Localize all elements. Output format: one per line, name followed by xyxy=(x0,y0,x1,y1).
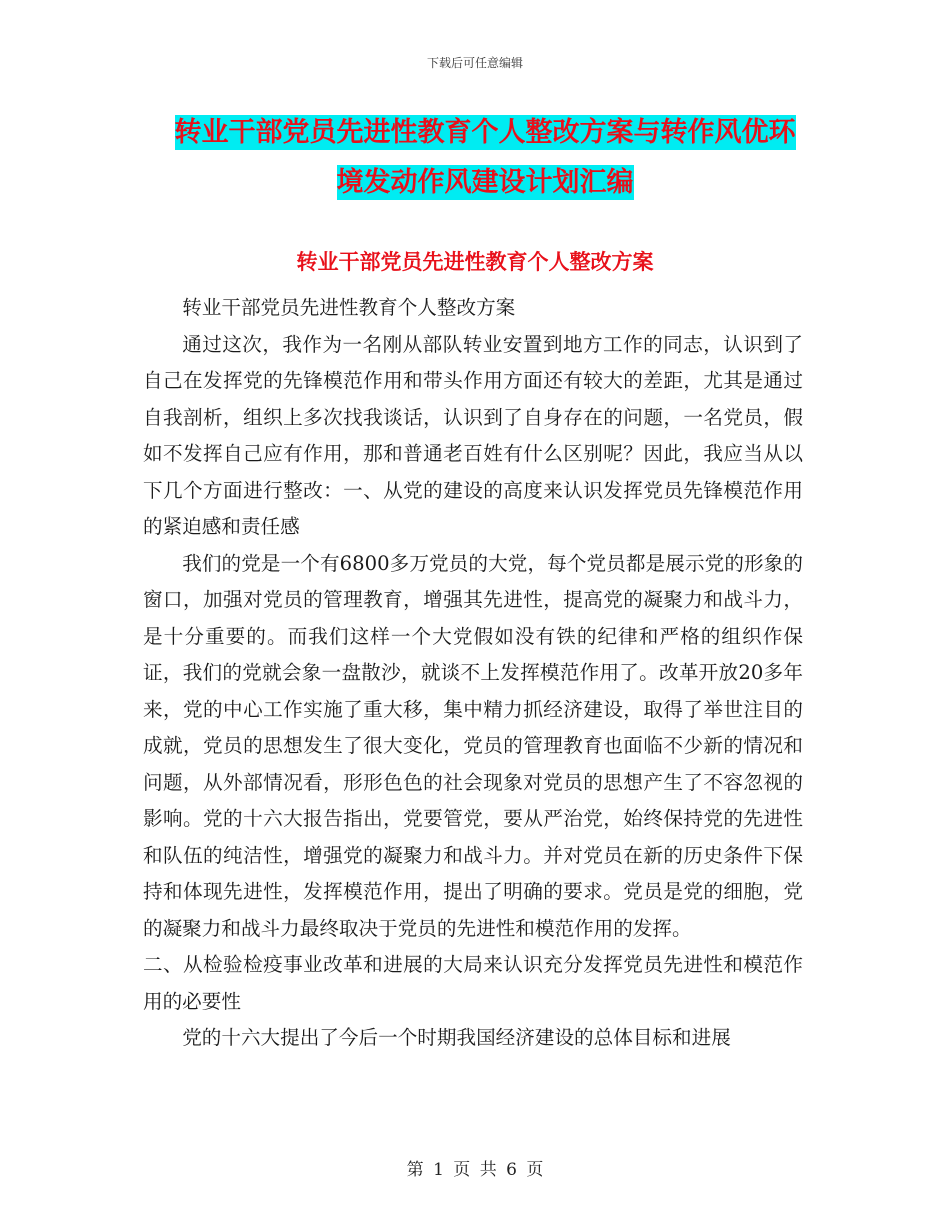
paragraph-heading: 二、从检验检疫事业改革和进展的大局来认识充分发挥党员先进性和模范作用的必要性 xyxy=(143,953,803,1013)
page-header-note: 下载后可任意编辑 xyxy=(426,56,523,70)
paragraph: 党的十六大提出了今后一个时期我国经济建设的总体目标和进展 xyxy=(182,1026,731,1049)
page-number-footer: 第 1 页 共 6 页 xyxy=(406,1160,544,1180)
document-title-line-2: 境发动作风建设计划汇编 xyxy=(336,167,634,198)
document-body xyxy=(143,290,803,1057)
document-title-line-1: 转业干部党员先进性教育个人整改方案与转作风优环 xyxy=(174,117,796,148)
paragraph: 我们的党是一个有6800多万党员的大党，每个党员都是展示党的形象的窗口，加强对党员的管理教育，增强其先进性，提高党的凝聚力和战斗力，是十分重要的。而我们这样一个大党假如没有铁的纪律和严格的组织作保证，我们的党就会象一盘散沙，就谈不上发挥模范作用了。改革开放20多年来，党的中心工作实施了重大移，集中精力抓经济建设，取得了举世注目的成就，党员的思想发生了很大变化，党员的管理教育也面临不少新的情况和问题，从外部情况看，形形色色的社会现象对党员的思想产生了不容忽视的影响。党的十六大报告指出，党要管党，要从严治党，始终保持党的先进性和队伍的纯洁性，增强党的凝聚力和战斗力。并对党员在新的历史条件下保持和体现先进性，发挥模范作用，提出了明确的要求。党员是党的细胞，党的凝聚力和战斗力最终取决于党员的先进性和模范作用的发挥。 xyxy=(143,551,803,940)
paragraph-subtitle: 转业干部党员先进性教育个人整改方案 xyxy=(182,296,516,319)
section-title: 转业干部党员先进性教育个人整改方案 xyxy=(296,250,654,274)
document-title xyxy=(140,108,830,208)
paragraph: 通过这次，我作为一名刚从部队转业安置到地方工作的同志，认识到了自己在发挥党的先锋模范作用和带头作用方面还有较大的差距，尤其是通过自我剖析，组织上多次找我谈话，认识到了自身存在的问题，一名党员，假如不发挥自己应有作用，那和普通老百姓有什么区别呢？因此，我应当从以下几个方面进行整改：一、从党的建设的高度来认识发挥党员先锋模范作用的紧迫感和责任感 xyxy=(143,332,803,538)
